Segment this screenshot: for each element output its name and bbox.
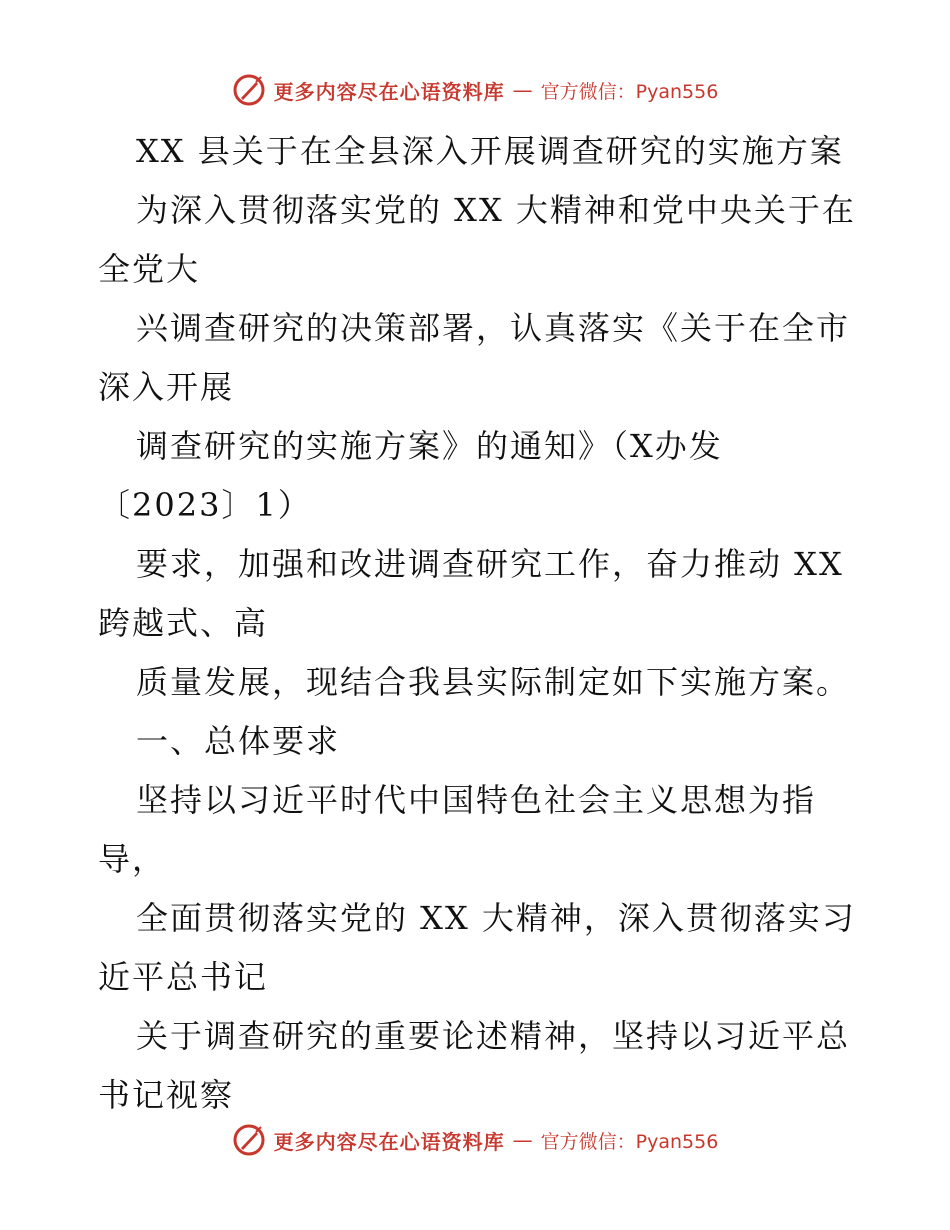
footer-watermark-banner	[0, 1120, 950, 1160]
banner-separator: —	[512, 1128, 533, 1152]
banner-contact: 官方微信：Pyan556	[540, 80, 719, 103]
banner-text: 更多内容尽在心语资料库	[273, 1129, 505, 1154]
paragraph-line: 导，	[98, 840, 167, 878]
banner-contact: 官方微信：Pyan556	[540, 1130, 719, 1153]
paragraph-line: 书记视察	[98, 1076, 235, 1114]
paragraph-line: 深入开展	[98, 368, 235, 406]
paragraph-line: 要求，加强和改进调查研究工作，奋力推动 XX	[136, 545, 844, 583]
paragraph-line: 调查研究的实施方案》的通知》（X办发	[136, 427, 723, 465]
paragraph-line: 关于调查研究的重要论述精神，坚持以习近平总	[136, 1017, 851, 1055]
paragraph-line: 兴调查研究的决策部署，认真落实《关于在全市	[136, 309, 851, 347]
banner-separator: —	[512, 78, 533, 102]
document-title: XX 县关于在全县深入开展调查研究的实施方案	[136, 132, 844, 170]
paragraph-line: 为深入贯彻落实党的 XX 大精神和党中央关于在	[136, 191, 856, 229]
section-heading: 一、总体要求	[136, 722, 341, 760]
document-body	[98, 122, 868, 1125]
paragraph-line: 跨越式、高	[98, 604, 269, 642]
banner-text: 更多内容尽在心语资料库	[273, 79, 505, 104]
quill-logo-icon	[232, 1123, 266, 1157]
paragraph-line: 全面贯彻落实党的 XX 大精神，深入贯彻落实习	[136, 899, 856, 937]
paragraph-line: 近平总书记	[98, 958, 269, 996]
header-watermark-banner	[0, 70, 950, 110]
paragraph-line: 质量发展，现结合我县实际制定如下实施方案。	[136, 663, 851, 701]
paragraph-line: 坚持以习近平时代中国特色社会主义思想为指	[136, 781, 817, 819]
paragraph-line: 全党大	[98, 250, 201, 288]
quill-logo-icon	[232, 73, 266, 107]
paragraph-line: 〔2023〕1）	[98, 486, 312, 524]
